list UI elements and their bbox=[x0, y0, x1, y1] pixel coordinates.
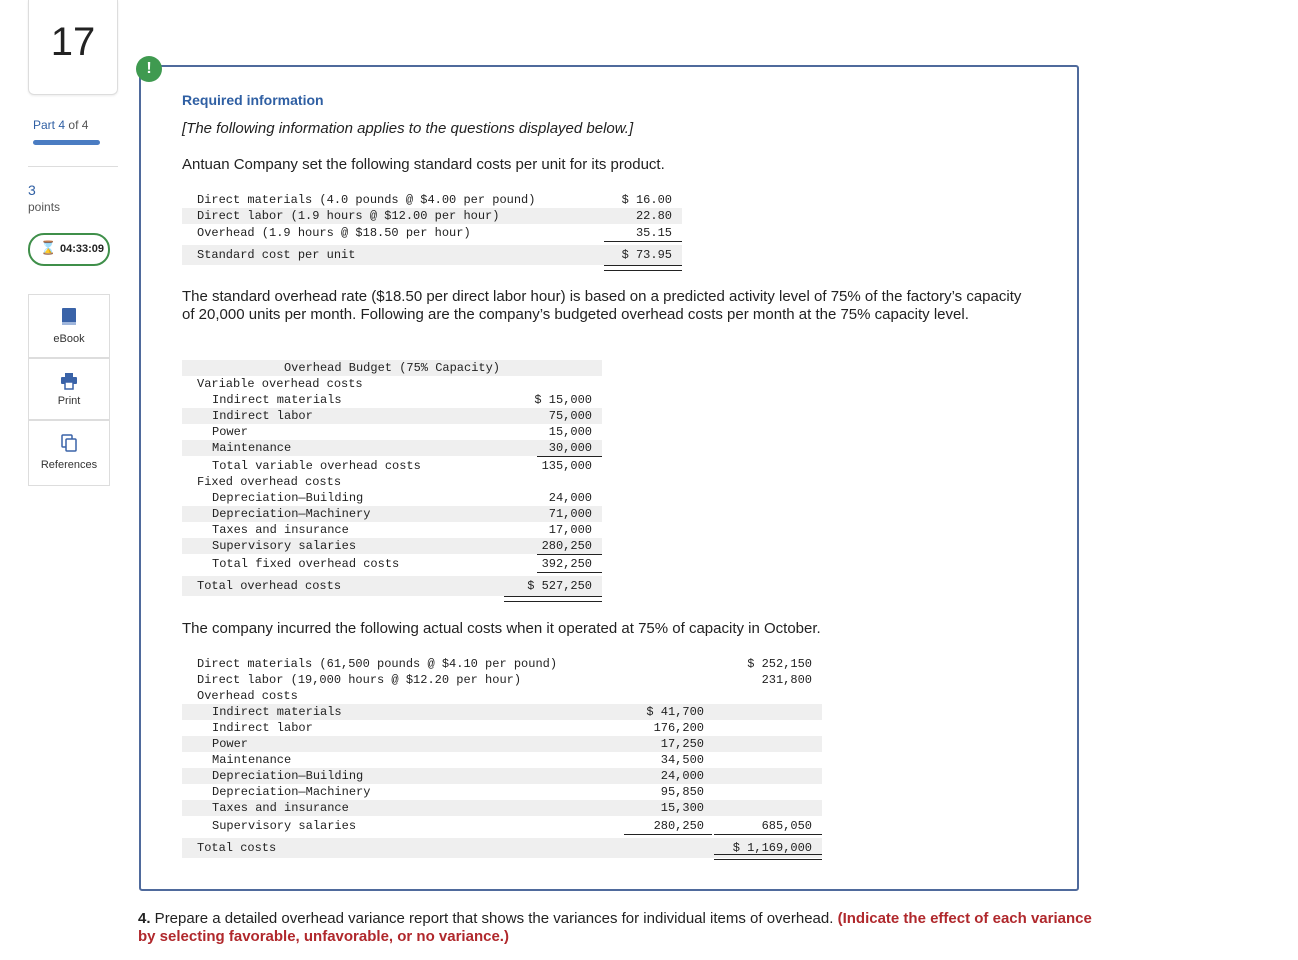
print-button[interactable] bbox=[28, 358, 110, 420]
table-row: Maintenance 30,000 bbox=[182, 440, 602, 456]
part-of: of 4 bbox=[68, 118, 89, 132]
table-row: Standard cost per unit $ 73.95 bbox=[182, 245, 682, 265]
printer-icon bbox=[59, 371, 79, 391]
budget-title: Overhead Budget (75% Capacity) bbox=[182, 360, 602, 376]
overhead-budget-table bbox=[182, 360, 602, 604]
question-number: 17 bbox=[50, 20, 96, 64]
timer bbox=[28, 233, 110, 266]
required-information-heading: Required information bbox=[182, 92, 324, 108]
table-row: Total overhead costs $ 527,250 bbox=[182, 576, 602, 596]
overhead-rate-text: The standard overhead rate ($18.50 per direct labor hour) is based on a predicted activity level of 75% of the factory’s capacity of 20,000 units per month. Following are the company’s budgeted overhead costs per month at the 75% capacity level. bbox=[182, 288, 1022, 323]
table-row: Total variable overhead costs 135,000 bbox=[212, 459, 592, 473]
copy-icon bbox=[59, 433, 79, 453]
table-row: Depreciation—Building 24,000 bbox=[212, 491, 592, 505]
table-row: Power 15,000 bbox=[212, 425, 592, 439]
table-row: Direct labor (19,000 hours @ $12.20 per hour) 231,800 bbox=[197, 673, 812, 687]
table-row: Depreciation—Machinery 95,850 bbox=[212, 785, 704, 799]
table-row: Indirect materials $ 41,700 bbox=[182, 704, 822, 720]
table-row: Supervisory salaries 280,250 bbox=[182, 538, 602, 554]
points-label: points bbox=[28, 200, 61, 214]
standard-costs-table bbox=[182, 192, 682, 272]
references-button[interactable] bbox=[28, 420, 110, 486]
table-row: Overhead (1.9 hours @ $18.50 per hour) 35.15 bbox=[197, 226, 672, 240]
prompt-emphasis: (Indicate the effect of each variance by selecting favorable, unfavorable, or no variance.) bbox=[138, 910, 1092, 945]
table-row: Indirect labor 176,200 bbox=[212, 721, 704, 735]
print-label: Print bbox=[57, 395, 81, 407]
variable-heading: Variable overhead costs bbox=[197, 377, 363, 391]
table-row: Taxes and insurance 17,000 bbox=[212, 523, 592, 537]
overhead-heading: Overhead costs bbox=[197, 689, 298, 703]
points-value: 3 bbox=[28, 182, 36, 198]
table-row: Indirect labor 75,000 bbox=[182, 408, 602, 424]
table-row: Supervisory salaries 280,250 685,050 bbox=[212, 819, 812, 833]
table-row: Depreciation—Machinery 71,000 bbox=[182, 506, 602, 522]
actual-costs-text: The company incurred the following actual costs when it operated at 75% of capacity in October. bbox=[182, 620, 821, 637]
table-row: Direct labor (1.9 hours @ $12.00 per hour) 22.80 bbox=[182, 208, 682, 224]
table-row: Power 17,250 bbox=[182, 736, 822, 752]
table-row: Depreciation—Building 24,000 bbox=[182, 768, 822, 784]
rail-divider bbox=[28, 166, 118, 167]
part-indicator bbox=[33, 118, 88, 132]
part-number: 4 bbox=[58, 118, 66, 132]
overhead-total: 685,050 bbox=[761, 819, 812, 833]
fixed-heading: Fixed overhead costs bbox=[197, 475, 342, 489]
hourglass-icon: ⌛ bbox=[40, 240, 57, 255]
table-row: Total fixed overhead costs 392,250 bbox=[212, 557, 592, 571]
question-prompt bbox=[138, 910, 1098, 946]
prompt-number: 4. bbox=[138, 910, 151, 927]
actual-costs-table bbox=[182, 656, 822, 866]
part-label: Part bbox=[33, 118, 56, 132]
book-icon bbox=[59, 307, 79, 327]
table-row: Indirect materials $ 15,000 bbox=[212, 393, 592, 407]
alert-icon: ! bbox=[136, 56, 162, 82]
intro-text: Antuan Company set the following standard costs per unit for its product. bbox=[182, 156, 665, 173]
prompt-text: Prepare a detailed overhead variance report that shows the variances for individual items of overhead. bbox=[150, 910, 838, 927]
ebook-label: eBook bbox=[53, 333, 85, 345]
ebook-button[interactable] bbox=[28, 294, 110, 358]
table-row: Total costs $ 1,169,000 bbox=[182, 838, 822, 858]
table-row: Direct materials (61,500 pounds @ $4.10 per pound) $ 252,150 bbox=[197, 657, 812, 671]
table-row: Maintenance 34,500 bbox=[212, 753, 704, 767]
table-row: Direct materials (4.0 pounds @ $4.00 per pound) $ 16.00 bbox=[197, 193, 672, 207]
timer-value: 04:33:09 bbox=[60, 243, 105, 255]
applies-note: [The following information applies to the questions displayed below.] bbox=[182, 120, 634, 137]
question-number-card bbox=[28, 0, 118, 95]
references-label: References bbox=[40, 459, 98, 471]
table-row: Taxes and insurance 15,300 bbox=[182, 800, 822, 816]
part-progress-bar bbox=[33, 140, 100, 145]
